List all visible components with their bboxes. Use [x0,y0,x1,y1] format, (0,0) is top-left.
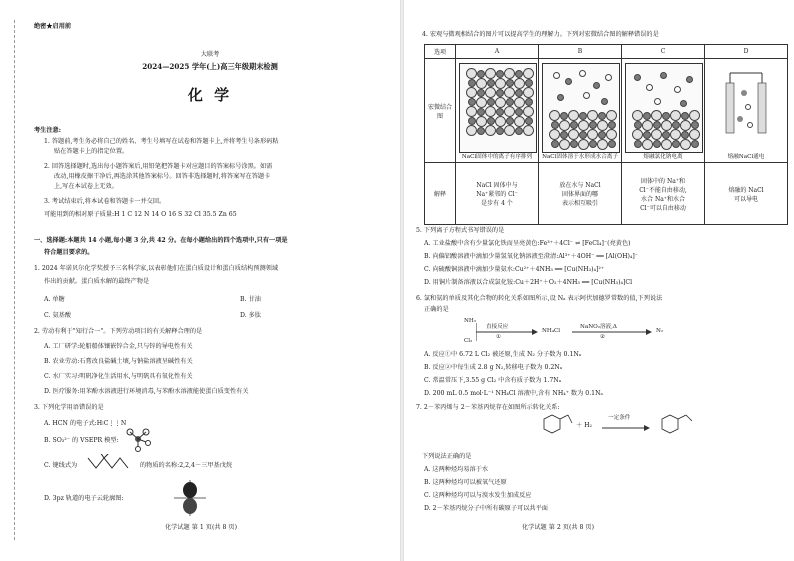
row-label: 解释 [425,163,456,225]
na-ion [506,117,514,125]
page-footer: 化学试题 第 2 页(共 8 页) [522,524,595,531]
cl-ion [632,129,643,140]
cl-ion [495,97,506,108]
na-ion [506,79,514,87]
na-ion [662,131,670,139]
water-molecule [583,92,590,99]
cl-ion [523,87,534,98]
notice-item: 1. 答题前,考生务必将自己的姓名、考生号填写在试卷和答题卡上,并将考生号条形码粘 [44,138,279,145]
cl-ion [578,120,589,131]
cl-ion [661,139,672,150]
na-ion [672,140,680,148]
cell-explanation: NaCl 固体中与 Na⁺紧邻的 Cl⁻ 是步有 4 个 [456,163,539,225]
q3-option-a: A. HCN 的电子式:H∶C⋮⋮N [44,420,127,427]
na-ion [468,98,476,106]
q2-option-a: A. 工厂研学:轮船船体镶嵌锌合金,只与锌的导电性有关 [44,343,193,350]
cl-ion [661,120,672,131]
cl-ion [485,106,496,117]
cl-ion [485,125,496,136]
cl-ion [466,68,477,79]
q6-stem: 6. 氯和氨的单质及其化合物的转化关系如图所示,设 Nₐ 表示阿伏加德罗常数的值,下列说法 [416,295,663,302]
cl-ion [689,110,700,121]
skeletal-formula-icon [86,454,138,472]
cl-ion [670,110,681,121]
na-ion [560,131,568,139]
water-molecule [654,98,661,105]
cl-ion [466,106,477,117]
q6-option-c: C. 常温常压下,3.55 g Cl₂ 中含有质子数为 1.7Nₐ [424,377,562,384]
water-molecule [634,74,641,81]
q7-prompt: 下列说法正确的是 [422,453,472,460]
na-ion [551,121,559,129]
styrene-derivative-structure [534,413,574,443]
cl-ion [642,120,653,131]
cl-ion [523,68,534,79]
cl-ion [495,116,506,127]
q2-option-c: C. 水厂实习:明矾净化生活用水,与明矾具有氧化性有关 [44,373,193,380]
water-molecule [686,76,693,83]
table-header-option: 选项 [425,45,456,59]
q5-option-d: D. 用铜片制备溶液以合成氯化铵:Cu＋2H⁺＋O₂＋4NH₃ ══ [Cu(NH₃)₄]Cl [424,279,633,286]
na-ion [653,140,661,148]
cl-ion [504,106,515,117]
q6-option-d: D. 200 mL 0.5 mol·L⁻¹ NH₄Cl 溶液中,含有 NH₄⁺ 数为 0.1Nₐ [424,390,603,397]
na-ion [691,140,699,148]
cl-ion [597,139,608,150]
na-ion [643,112,651,120]
na-ion [681,112,689,120]
cl-ion [651,110,662,121]
cl-ion [549,129,560,140]
cl-ion [559,120,570,131]
na-ion [477,70,485,78]
na-ion [515,108,523,116]
q5-option-b: B. 向偏铝酸溶液中滴加少量氢氧化钠溶液至澄清:Al³⁺＋4OH⁻ ══ [Al(OH)₄]⁻ [424,253,639,260]
na-ion [477,89,485,97]
water-molecule [557,94,564,101]
cl-ion [476,116,487,127]
cl-ion [514,78,525,89]
atomic-masses: 可能用到的相对原子质量:H 1 C 12 N 14 O 16 S 32 Cl 35.5 Zn 65 [44,211,237,218]
na-ion [634,121,642,129]
water-molecule [601,98,608,105]
cl-ion [523,125,534,136]
na-ion [608,140,616,148]
q1-stem: 1. 2024 年诺贝尔化学奖授予三名科学家,以表彰他们在蛋白质设计和蛋白质结构预测领域 [34,265,279,272]
na-ion [487,117,495,125]
q1-option-b: B. 甘油 [240,296,261,303]
cl-ion [606,110,617,121]
water-molecule [680,100,687,107]
scheme-step-number: ① [496,334,502,340]
cl-ion [606,129,617,140]
na-ion [525,79,533,87]
na-ion [496,89,504,97]
cl-ion [495,78,506,89]
na-ion [468,117,476,125]
table-header: D [705,45,788,59]
na-ion [515,127,523,135]
exam-title: 2024—2025 学年(上)高三年级期末检测 [142,62,278,71]
exam-org: 大联考 [200,51,220,58]
q3-option-d: D. 3pz 轨道的电子云轮廓图: [44,495,124,502]
section-heading-cont: 符合题目要求的。 [44,249,94,256]
na-ion [551,140,559,148]
na-ion [496,70,504,78]
cl-ion [466,87,477,98]
na-ion [570,121,578,129]
cl-ion [476,97,487,108]
cumene-structure [656,413,696,443]
q3-option-c-pre: C. 键线式为 [44,462,78,469]
na-ion [487,98,495,106]
na-ion [487,79,495,87]
na-ion [579,112,587,120]
q6-option-b: B. 反应②中每生成 2.8 g N₂,转移电子数为 0.2Nₐ [424,364,563,371]
cl-ion [466,125,477,136]
water-molecule [553,72,560,79]
water-molecule [674,86,681,93]
q1-option-d: D. 多肽 [240,312,262,319]
na-ion [496,108,504,116]
cl-ion [485,87,496,98]
na-ion [560,112,568,120]
scheme-intermediate: NH₄Cl [542,328,561,334]
table-header: C [622,45,705,59]
cl-ion [587,110,598,121]
na-ion [598,112,606,120]
water-molecule [660,72,667,79]
na-ion [589,121,597,129]
water-molecule [565,78,572,85]
q1-stem-cont: 作出的贡献。蛋白质水解的最终产物是 [44,278,150,285]
q2-option-d: D. 医疗服务:用苯酚水溶液进行环境消毒,与苯酚水溶液能使蛋白质变性有关 [44,388,249,395]
na-ion [525,117,533,125]
cell-explanation: 放在水与 NaCl 固体界面的哪 表示相互吸引 [539,163,622,225]
cl-ion [578,139,589,150]
reaction-arrow [600,420,650,432]
notice-item: 贴在答题卡上的指定位置。 [54,148,129,155]
lattice-figure-a [459,63,537,153]
cl-ion [587,129,598,140]
q1-option-c: C. 氨基酸 [44,312,72,319]
figure-caption: NaCl固体中的离子有序排列 [461,154,533,160]
cl-ion [514,116,525,127]
figure-caption: NaCl固体溶于水形成水合离子 [542,154,618,160]
na-ion [634,140,642,148]
cl-ion [680,139,691,150]
q7-option-a: A. 这两种烃均易溶于水 [424,466,489,473]
scheme-product: N₂ [656,328,664,334]
cl-ion [559,139,570,150]
q2-option-b: B. 农业劳动:石膏改良盐碱土壤,与钠盐溶液呈碱性有关 [44,358,193,365]
vsepr-model-icon [122,426,154,452]
scheme-reactant: NH₃ [464,318,477,324]
cl-ion [632,110,643,121]
q5-stem: 5. 下列离子方程式书写错误的是 [416,227,505,234]
figure-caption: 熔融氯化钠电离 [643,154,683,160]
na-ion [643,131,651,139]
cl-ion [523,106,534,117]
na-ion [468,79,476,87]
section-heading: 一、选择题:本题共 14 小题,每小题 3 分,共 42 分。在每小题给出的四个选项中,只有一项是 [34,237,288,244]
water-molecule [605,74,612,81]
reaction-condition: 一定条件 [608,415,631,421]
water-molecule [646,84,653,91]
na-ion [589,140,597,148]
cl-ion [568,129,579,140]
cl-ion [568,110,579,121]
table-header: B [539,45,622,59]
q3-option-c-post: 的物质的名称:2,2,4－三甲基戊烷 [140,462,233,469]
notice-item: 3. 考试结束后,将本试卷和答题卡一并交回。 [44,198,166,205]
secret-label: 绝密★启用前 [34,23,72,30]
q6-option-a: A. 反应①中 6.72 L Cl₂ 被还原,生成 N₂ 分子数为 0.1Nₐ [424,351,582,358]
page-2 [404,0,794,561]
q4-stem: 4. 宏观与微观相结合的图片可以提高学生的理解力。下列对宏微结合图的解释错误的是 [422,31,659,38]
cl-ion [670,129,681,140]
electrolysis-figure-d [708,63,784,151]
q7-option-c: C. 这两种烃均可以与溴水发生加成反应 [424,492,532,499]
scheme-condition: NaNO₂溶液,Δ [580,324,617,330]
table-header: A [456,45,539,59]
cl-ion [680,120,691,131]
cl-ion [651,129,662,140]
subject-title: 化 学 [187,86,233,104]
na-ion [662,112,670,120]
page-footer: 化学试题 第 1 页(共 8 页) [165,524,238,531]
cl-ion [642,139,653,150]
q1-option-a: A. 单糖 [44,296,65,303]
cl-ion [549,110,560,121]
q5-option-c: C. 向硫酸铜溶液中滴加少量氨水:Cu²⁺＋4NH₃ ══ [Cu(NH₃)₄]²⁺ [424,266,605,273]
cl-ion [476,78,487,89]
q7-stem: 7. 2－苯丙烯与 2－苯基丙烷存在如图所示转化关系: [416,404,560,411]
q6-stem-cont: 正确的是 [424,306,449,313]
cell-explanation: 固体中的 Na⁺和 Cl⁻不能自由移动, 水合 Na⁺和水合 Cl⁻可以自由移动 [622,163,705,225]
cl-ion [514,97,525,108]
q7-option-b: B. 这两种烃均可以被氧气还原 [424,479,507,486]
na-ion [496,127,504,135]
cl-ion [597,120,608,131]
figure-caption: 熔融NaCl通电 [727,154,765,160]
binding-margin [14,20,22,540]
hydrogen-reagent: ＋ H₂ [576,422,593,429]
na-ion [477,108,485,116]
notice-item: 2. 回答选择题时,选出每小题答案后,用铅笔把答题卡对应题目的答案标号涂黑。如需 [44,163,273,170]
na-ion [506,98,514,106]
scheme-reactant: Cl₂ [464,338,473,344]
water-molecule [579,70,586,77]
na-ion [608,121,616,129]
notice-item: 改动,用橡皮擦干净后,再选涂其他答案标号。回答非选择题时,将答案写在答题卡 [54,173,271,180]
p-orbital-icon [170,478,210,518]
q3-option-b: B. SO₃²⁻ 的 VSEPR 模型: [44,437,119,444]
na-ion [653,121,661,129]
dissolution-figure-b [542,63,620,153]
na-ion [515,89,523,97]
q3-stem: 3. 下列化学用语错误的是 [34,404,104,411]
cell-explanation: 熔融的 NaCl 可以导电 [705,163,788,225]
row-label: 宏微结合图 [425,59,456,163]
na-ion [598,131,606,139]
scheme-step-number: ② [600,334,606,340]
na-ion [681,131,689,139]
na-ion [672,121,680,129]
q7-option-d: D. 2－苯基丙烷分子中所有碳原子可以共平面 [424,505,548,512]
hydration-figure-c [625,63,703,153]
cl-ion [504,68,515,79]
cl-ion [504,87,515,98]
cl-ion [485,68,496,79]
water-molecule [593,82,600,89]
na-ion [579,131,587,139]
cl-ion [504,125,515,136]
na-ion [691,121,699,129]
na-ion [525,98,533,106]
na-ion [515,70,523,78]
q5-option-a: A. 工业盐酸中含有少量氯化铁而呈亮黄色:Fe³⁺＋4Cl⁻ ⇌ [FeCl₄]⁻(亮黄色) [424,240,631,247]
scheme-condition: 直接反应 [486,324,509,330]
q2-stem: 2. 劳动有利于"知行合一"。下列劳动项目的有关解释合理的是 [34,328,203,335]
na-ion [570,140,578,148]
notice-heading: 考生注意: [34,127,62,134]
cl-ion [689,129,700,140]
notice-item: 上,写在本试卷上无效。 [54,183,118,190]
na-ion [477,127,485,135]
